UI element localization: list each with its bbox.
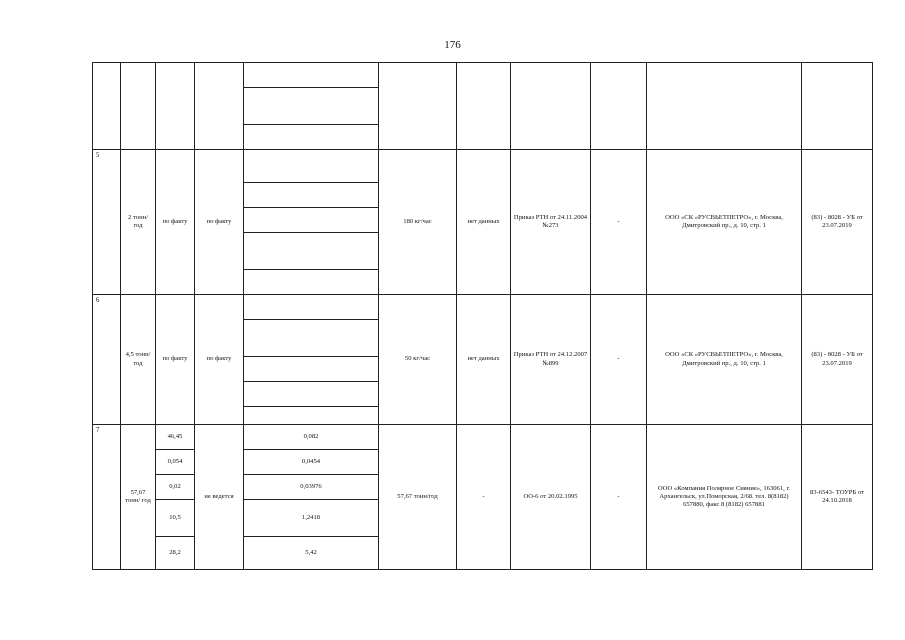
method-cell [156,63,195,150]
sub-cell [244,320,379,357]
order-cell [511,63,591,150]
sub-cell [244,125,379,150]
control-cell: не ведется [195,425,244,570]
row-number: 5 [93,150,121,295]
rate-cell [379,63,457,150]
sub-value-cell: 10,5 [156,500,195,537]
sub-value-cell: 46,45 [156,425,195,450]
capacity-cell [121,63,156,150]
organization-cell: ООО «СК «РУСВЬЕТПЕТРО», г. Москва, Дмитровский пр., д. 10, стр. 1 [647,295,802,425]
rate-cell: 57,67 тонн/год [379,425,457,570]
control-cell: по факту [195,295,244,425]
capacity-cell: 57,67 тонн/ год [121,425,156,570]
sub-cell [244,357,379,382]
capacity-cell: 4,5 тонн/ год [121,295,156,425]
registration-cell: 83-6543- ТОУРБ от 24.10.2018 [802,425,873,570]
order-cell: ОО-6 от 20.02.1995 [511,425,591,570]
sub-cell [244,270,379,295]
sub-cell [244,208,379,233]
control-cell [195,63,244,150]
order-cell: Приказ РТН от 24.12.2007 №899 [511,295,591,425]
capacity-cell: 2 тонн/ год [121,150,156,295]
row-number [93,63,121,150]
rate-cell: 180 кг/час [379,150,457,295]
sub-value-cell: 0,054 [156,450,195,475]
registration-cell: (83) - 8028 - УБ от 23.07.2019 [802,295,873,425]
order-cell: Приказ РТН от 24.11.2004 №273 [511,150,591,295]
sub-cell [244,63,379,88]
sub-value-cell: 28,2 [156,537,195,570]
data-table [92,62,873,570]
table-row [93,295,873,320]
method-cell: по факту [156,295,195,425]
sub-value-cell: 0,082 [244,425,379,450]
sub-cell [244,407,379,425]
dash-cell: - [591,295,647,425]
emission-cell: нет данных [457,295,511,425]
registration-cell [802,63,873,150]
dash-cell [591,63,647,150]
table-row [93,425,873,450]
sub-value-cell: 5,42 [244,537,379,570]
emission-cell: нет данных [457,150,511,295]
sub-value-cell: 1,2418 [244,500,379,537]
sub-cell [244,88,379,125]
sub-cell [244,233,379,270]
sub-value-cell: 0,02 [156,475,195,500]
dash-cell: - [591,425,647,570]
table-row [93,63,873,88]
registration-cell: (83) - 8028 - УБ от 23.07.2019 [802,150,873,295]
table-row [93,150,873,183]
organization-cell: ООО «СК «РУСВЬЕТПЕТРО», г. Москва, Дмитровский пр., д. 10, стр. 1 [647,150,802,295]
page-number: 176 [444,39,461,51]
row-number: 6 [93,295,121,425]
emission-cell: - [457,425,511,570]
sub-value-cell: 0,0454 [244,450,379,475]
sub-cell [244,183,379,208]
emission-cell [457,63,511,150]
method-cell: по факту [156,150,195,295]
organization-cell: ООО «Компания Полярное Сияние», 163061, г. Архангельск, ул.Поморская, 2/68. тел. 8(8182) 657880, факс 8 (8182) 657881 [647,425,802,570]
rate-cell: 50 кг/час [379,295,457,425]
sub-cell [244,295,379,320]
organization-cell [647,63,802,150]
sub-cell [244,150,379,183]
dash-cell: - [591,150,647,295]
sub-value-cell: 0,03976 [244,475,379,500]
row-number: 7 [93,425,121,570]
control-cell: по факту [195,150,244,295]
sub-cell [244,382,379,407]
